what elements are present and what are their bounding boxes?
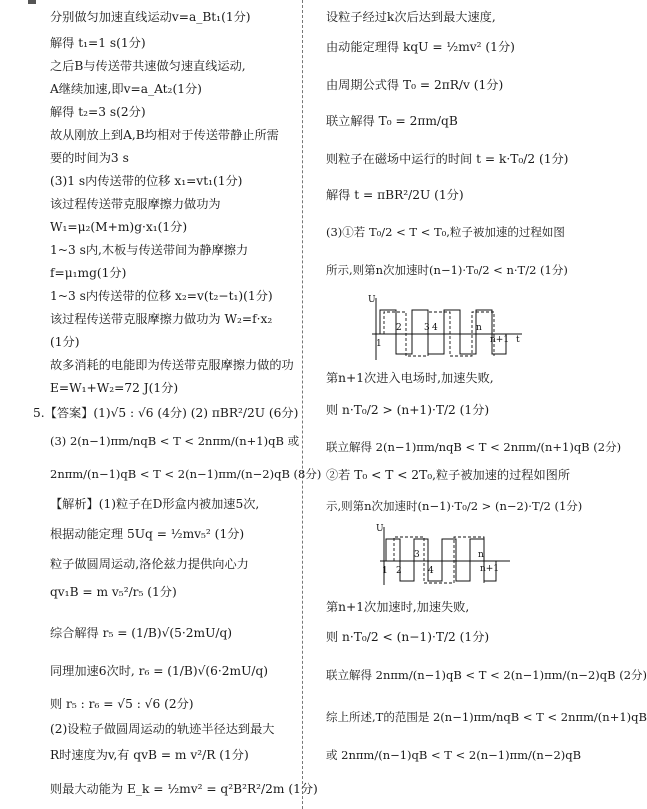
text-line: f=μ₁mg(1分) (50, 266, 127, 280)
formula-line: 则 r₅ : r₆ = √5 : √6 (2分) (50, 697, 194, 711)
text-line: 该过程传送带克服摩擦力做功为 W₂=f·x₂ (50, 312, 273, 326)
figure1-label-4: 4 (432, 323, 438, 333)
figure2-label-3: 3 (414, 550, 420, 560)
text-line: (1分) (50, 335, 80, 349)
formula-line: (3)①若 T₀/2 < T < T₀,粒子被加速的过程如图 (326, 225, 565, 239)
text-line: 1~3 s内传送带的位移 x₂=v(t₂−t₁)(1分) (50, 289, 273, 303)
voltage-waveform-figure-2 (374, 521, 514, 589)
figure1-label-2: 2 (396, 323, 402, 333)
formula-line: 综合解得 r₅ = (1/B)√(5·2mU/q) (50, 626, 233, 640)
formula-line: 则 n·T₀/2 < (n−1)·T/2 (1分) (326, 630, 490, 644)
text-line: 分别做匀加速直线运动v=a_Bt₁(1分) (50, 10, 251, 24)
figure2-label-n: n (478, 550, 484, 560)
formula-line: 所示,则第n次加速时(n−1)·T₀/2 < n·T/2 (1分) (326, 263, 568, 277)
formula-line: 由周期公式得 T₀ = 2πR/v (1分) (326, 78, 504, 92)
formula-line: 联立解得 2nπm/(n−1)qB < T < 2(n−1)πm/(n−2)qB (2分) (326, 668, 647, 682)
figure1-label-3: 3 (424, 323, 430, 333)
formula-line: 由动能定理得 kqU = ½mv² (1分) (326, 40, 515, 54)
formula-line: 联立解得 2(n−1)πm/nqB < T < 2nπm/(n+1)qB (2分) (326, 440, 622, 454)
text-line: (3)1 s内传送带的位移 x₁=vt₁(1分) (50, 174, 243, 188)
formula-line: (3) 2(n−1)πm/nqB < T < 2nπm/(n+1)qB 或 (50, 434, 300, 448)
text-line: 该过程传送带克服摩擦力做功为 (50, 197, 221, 211)
formula-line: R时速度为v,有 qvB = m v²/R (1分) (50, 748, 249, 762)
text-line: 故多消耗的电能即为传送带克服摩擦力做的功 (50, 358, 294, 372)
formula-line: qv₁B = m v₅²/r₅ (1分) (50, 585, 177, 599)
text-line: 故从刚放上到A,B均相对于传送带静止所需 (50, 128, 279, 142)
column-divider (302, 0, 303, 809)
formula-line: 2nπm/(n−1)qB < T < 2(n−1)πm/(n−2)qB (8分) (50, 467, 322, 481)
figure2-label-n-plus-1: n+1 (480, 564, 500, 574)
text-line: (2)设粒子做圆周运动的轨迹半径达到最大 (50, 722, 275, 736)
figure1-label-n: n (476, 323, 482, 333)
formula-line: 联立解得 T₀ = 2πm/qB (326, 114, 458, 128)
text-line: W₁=μ₂(M+m)g·x₁(1分) (50, 220, 188, 234)
formula-line: 根据动能定理 5Uq = ½mv₅² (1分) (50, 527, 245, 541)
formula-line: 解得 t = πBR²/2U (1分) (326, 188, 464, 202)
text-line: 设粒子经过k次后达到最大速度, (326, 10, 496, 24)
text-line: 解得 t₁=1 s(1分) (50, 36, 146, 50)
figure2-label-4: 4 (428, 566, 434, 576)
figure2-label-2: 2 (396, 566, 402, 576)
figure1-label-u: U (368, 295, 376, 305)
figure2-label-u: U (376, 524, 384, 534)
top-stub-mark (28, 0, 36, 4)
formula-line: 则粒子在磁场中运行的时间 t = k·T₀/2 (1分) (326, 152, 569, 166)
formula-line: 示,则第n次加速时(n−1)·T₀/2 > (n−2)·T/2 (1分) (326, 499, 583, 513)
figure1-label-t: t (516, 335, 520, 345)
text-line: 第n+1次进入电场时,加速失败, (326, 371, 494, 385)
text-line: 解得 t₂=3 s(2分) (50, 105, 146, 119)
text-line: 第n+1次加速时,加速失败, (326, 600, 470, 614)
formula-line: 同理加速6次时, r₆ = (1/B)√(6·2mU/q) (50, 664, 269, 678)
voltage-waveform-figure-1 (366, 290, 526, 365)
figure1-label-1: 1 (376, 339, 382, 349)
text-line: 之后B与传送带共速做匀速直线运动, (50, 59, 246, 73)
text-line: E=W₁+W₂=72 J(1分) (50, 381, 179, 395)
answer-line: 5.【答案】(1)√5 : √6 (4分) (2) πBR²/2U (6分) (33, 406, 299, 420)
figure2-label-1: 1 (382, 566, 388, 576)
text-line: 要的时间为3 s (50, 151, 129, 165)
formula-line: 综上所述,T的范围是 2(n−1)πm/nqB < T < 2nπm/(n+1)qB (326, 710, 647, 724)
figure1-label-n-plus-1: n+1 (490, 335, 510, 345)
text-line: A继续加速,即v=a_At₂(1分) (50, 82, 202, 96)
text-line: 1~3 s内,木板与传送带间为静摩擦力 (50, 243, 249, 257)
formula-line: 或 2nπm/(n−1)qB < T < 2(n−1)πm/(n−2)qB (326, 748, 582, 762)
text-line: 【解析】(1)粒子在D形盒内被加速5次, (50, 497, 260, 511)
formula-line: 则 n·T₀/2 > (n+1)·T/2 (1分) (326, 403, 490, 417)
formula-line: 则最大动能为 E_k = ½mv² = q²B²R²/2m (1分) (50, 782, 318, 796)
text-line: 粒子做圆周运动,洛伦兹力提供向心力 (50, 557, 249, 571)
text-line: ②若 T₀ < T < 2T₀,粒子被加速的过程如图所 (326, 468, 571, 482)
